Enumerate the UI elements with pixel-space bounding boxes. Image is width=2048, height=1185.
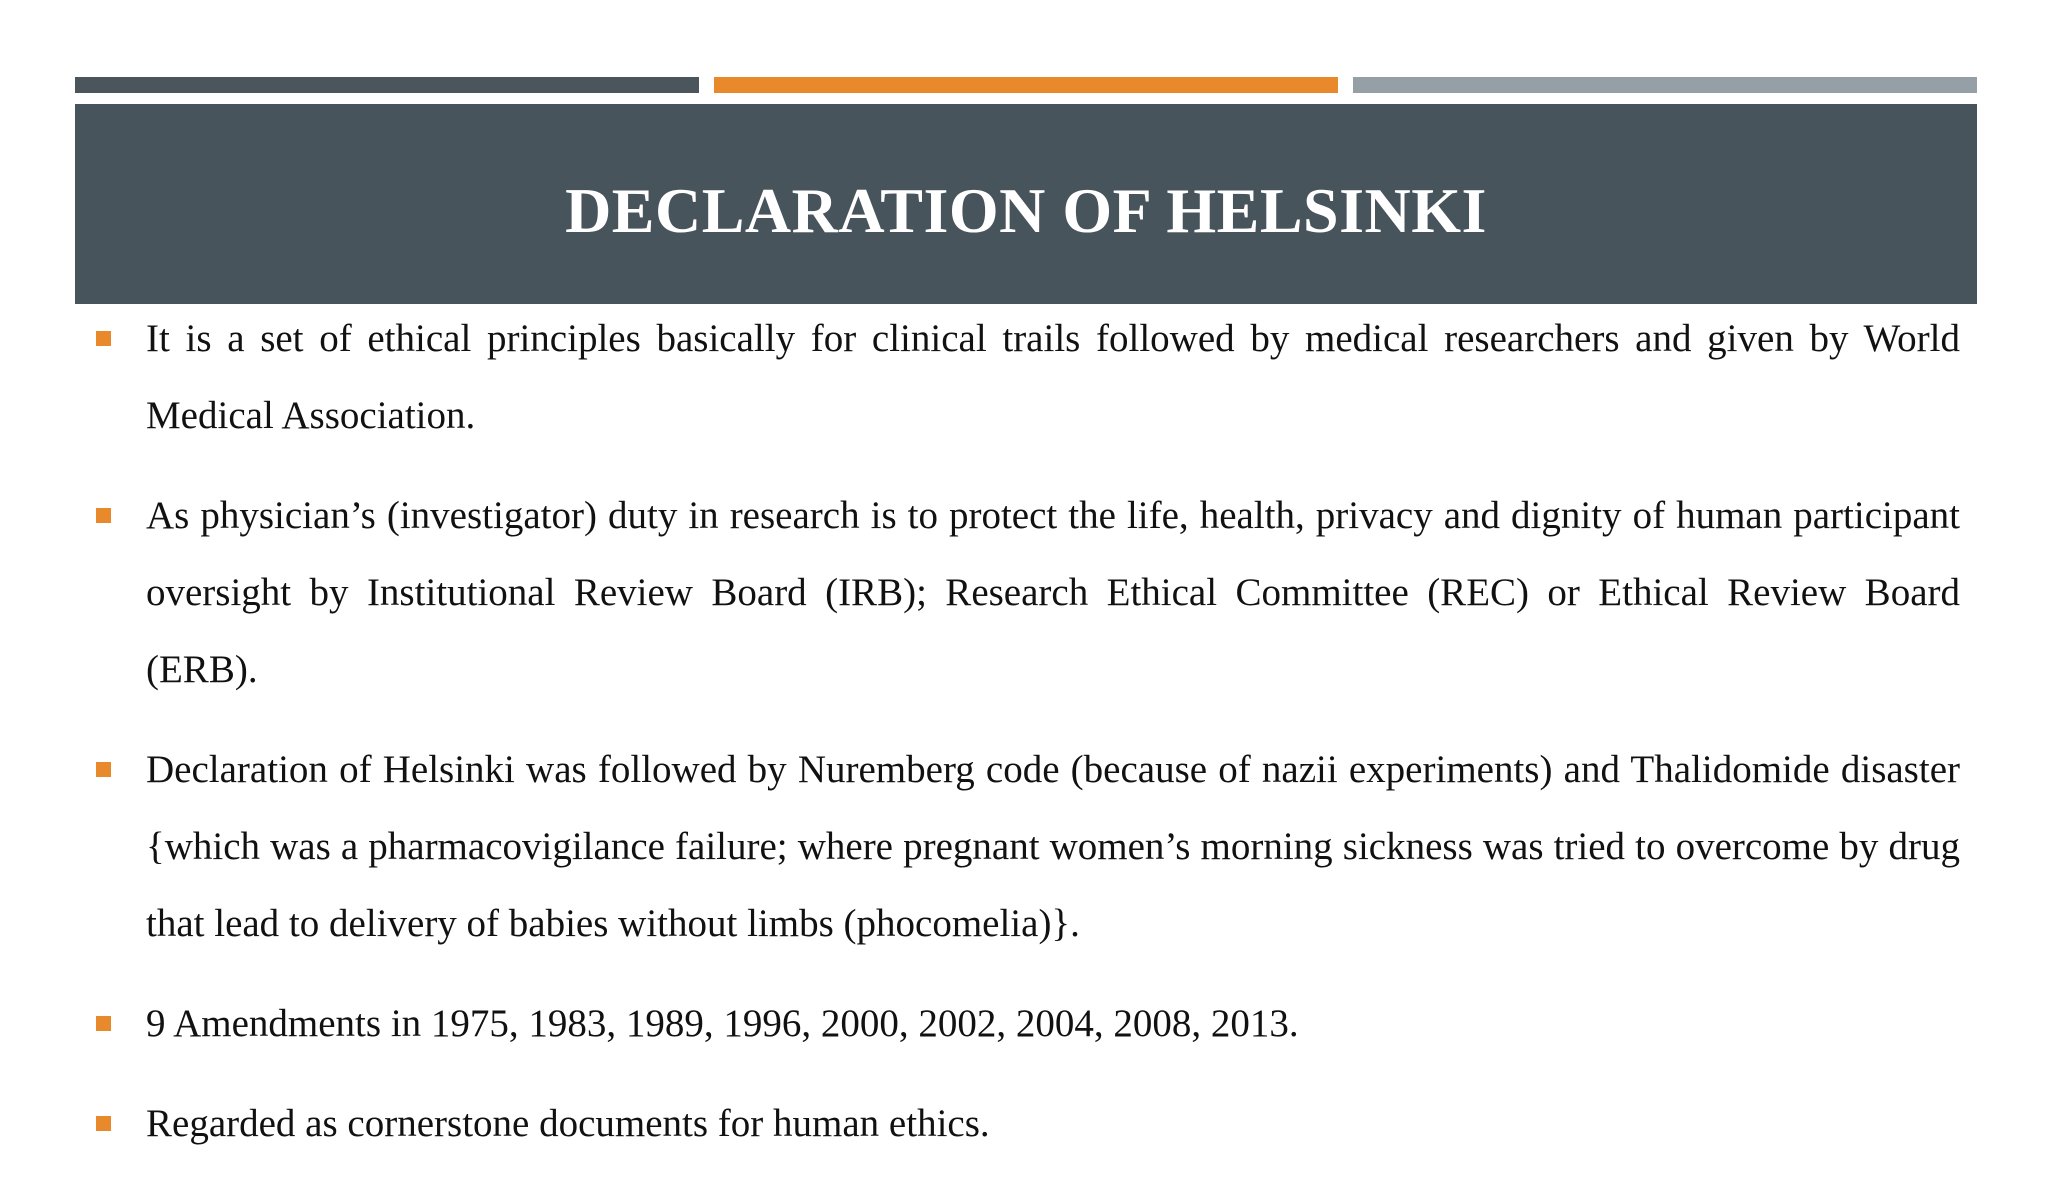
bullet-item: [96, 477, 1960, 708]
bullet-text: As physician’s (investigator) duty in research is to protect the life, health, privacy and dignity of human participant oversight by Institutional Review Board (IRB); Research Ethical Committee (REC) or Ethical Review Board (ERB).: [146, 494, 1960, 691]
bullet-list: [96, 300, 1960, 1185]
accent-bar-orange: [714, 77, 1338, 93]
square-bullet-icon: [96, 762, 111, 777]
bullet-text: Regarded as cornerstone documents for human ethics.: [146, 1102, 990, 1145]
bullet-text: 9 Amendments in 1975, 1983, 1989, 1996, 2000, 2002, 2004, 2008, 2013.: [146, 1002, 1299, 1045]
title-band: [75, 104, 1977, 304]
bullet-text: Declaration of Helsinki was followed by Nuremberg code (because of nazii experiments) and Thalidomide disaster {which was a pharmacovigilance failure; where pregnant women’s morning sickness was tried to overcome by drug that lead to delivery of babies without limbs (phocomelia)}.: [146, 748, 1960, 945]
square-bullet-icon: [96, 508, 111, 523]
bullet-item: [96, 1085, 1960, 1162]
bullet-item: [96, 985, 1960, 1062]
bullet-item: [96, 300, 1960, 454]
accent-bar-dark: [75, 77, 699, 93]
square-bullet-icon: [96, 331, 111, 346]
bullet-item: [96, 731, 1960, 962]
square-bullet-icon: [96, 1016, 111, 1031]
square-bullet-icon: [96, 1116, 111, 1131]
accent-bar-gray: [1353, 77, 1977, 93]
slide-title: DECLARATION OF HELSINKI: [565, 175, 1487, 246]
bullet-text: It is a set of ethical principles basically for clinical trails followed by medical researchers and given by World Medical Association.: [146, 317, 1960, 437]
